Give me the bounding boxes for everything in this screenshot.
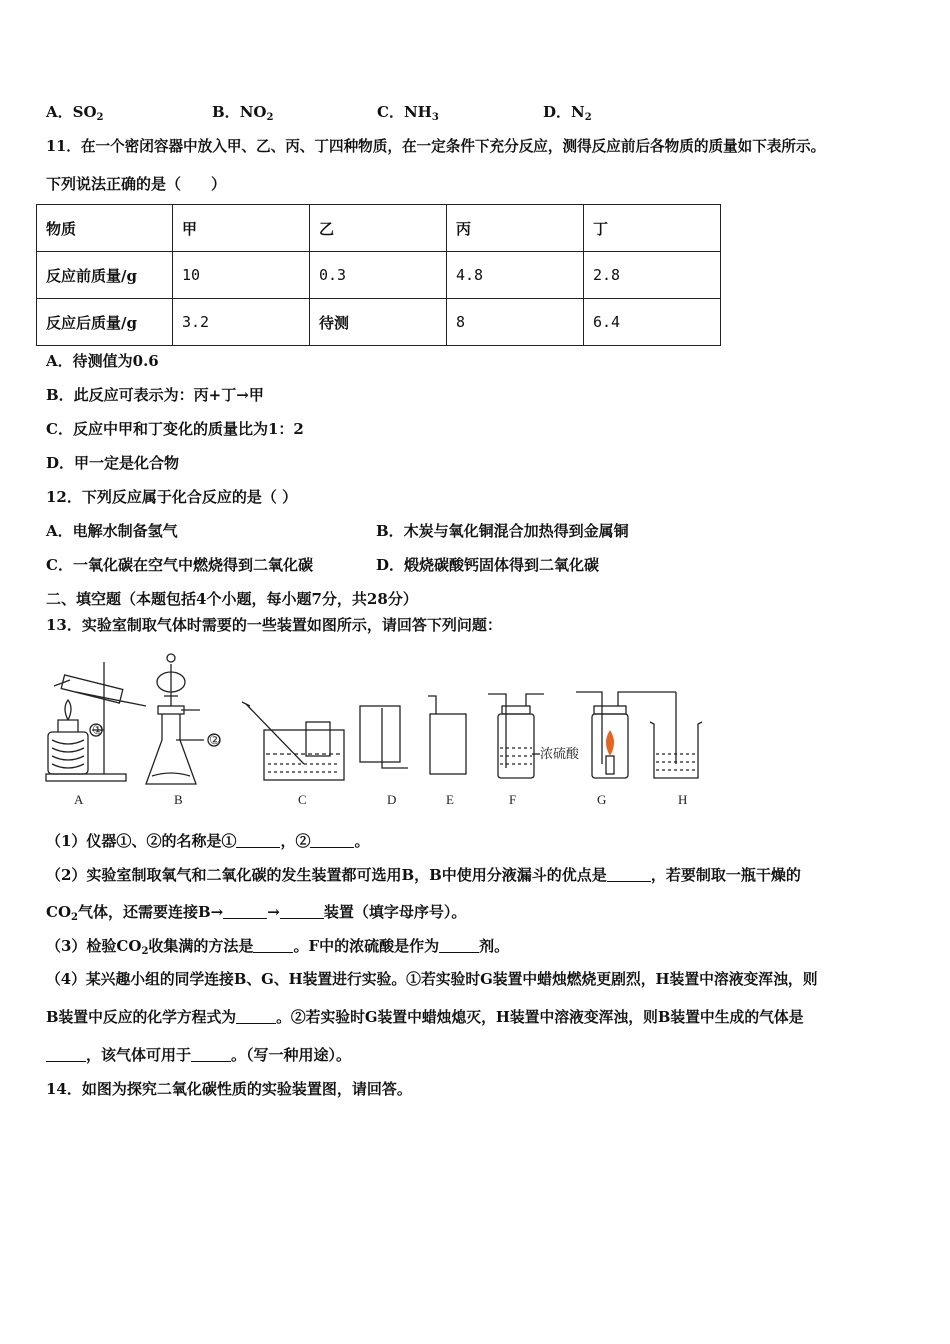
answer-blank[interactable] bbox=[280, 904, 324, 919]
apparatus-e bbox=[428, 696, 466, 774]
apparatus-g bbox=[576, 692, 676, 778]
apparatus-b bbox=[146, 654, 220, 784]
marker-1: ① bbox=[92, 722, 104, 737]
q13-part4-line1: （4）某兴趣小组的同学连接B、G、H装置进行实验。①若实验时G装置中蜡烛燃烧更剧烈，H装置中溶液变浑浊，则 bbox=[46, 971, 818, 988]
q10-option-a: A．$SO_2$ bbox=[46, 103, 104, 123]
q12-option-d: D．煅烧碳酸钙固体得到二氧化碳 bbox=[376, 556, 600, 574]
table-cell: 4.8 bbox=[447, 252, 584, 299]
answer-blank[interactable] bbox=[310, 833, 354, 848]
q12-option-a: A．电解水制备氢气 bbox=[46, 522, 178, 540]
q10-option-c: C．$NH_3$ bbox=[377, 103, 439, 123]
table-cell: 10 bbox=[173, 252, 310, 299]
q13-part3: （3）检验$CO_2$收集满的方法是 。F中的浓硫酸是作为 剂。 bbox=[46, 937, 510, 957]
q11-stem-line1: 11．在一个密闭容器中放入甲、乙、丙、丁四种物质，在一定条件下充分反应，测得反应前后各物质的质量如下表所示。 bbox=[46, 138, 826, 155]
q13-part4-line2: B装置中反应的化学方程式为 。②若实验时G装置中蜡烛熄灭，H装置中溶液变浑浊，则B装置中生成的气体是 bbox=[46, 1009, 804, 1026]
q11-option-a: A．待测值为0.6 bbox=[46, 352, 159, 370]
table-cell: 丁 bbox=[584, 205, 721, 252]
q10-options bbox=[46, 103, 746, 121]
q13-part2-line2: $CO_2$气体，还需要连接B→ → 装置（填字母序号）。 bbox=[46, 903, 467, 923]
q12-stem: 12．下列反应属于化合反应的是（ ） bbox=[46, 488, 298, 506]
figure-letter: A bbox=[74, 792, 84, 807]
answer-blank[interactable] bbox=[439, 938, 479, 953]
figure-letter: E bbox=[446, 792, 454, 807]
answer-blank[interactable] bbox=[191, 1047, 231, 1062]
q11-table bbox=[36, 204, 721, 346]
q10-option-b: B．$NO_2$ bbox=[212, 103, 274, 123]
answer-blank[interactable] bbox=[223, 904, 267, 919]
apparatus-h bbox=[650, 692, 702, 778]
answer-blank[interactable] bbox=[46, 1047, 86, 1062]
figure-letter: H bbox=[678, 792, 688, 807]
table-cell: 8 bbox=[447, 299, 584, 346]
marker-2: ② bbox=[209, 732, 221, 747]
apparatus-f bbox=[488, 694, 544, 778]
table-cell: 0.3 bbox=[310, 252, 447, 299]
table-cell: 物质 bbox=[37, 205, 173, 252]
candle-flame-icon bbox=[606, 730, 614, 756]
answer-blank[interactable] bbox=[607, 867, 651, 882]
figure-letter: F bbox=[509, 792, 517, 807]
table-cell: 丙 bbox=[447, 205, 584, 252]
table-cell: 3.2 bbox=[173, 299, 310, 346]
q13-part1: （1）仪器①、②的名称是① ，② 。 bbox=[46, 832, 370, 850]
figure-letters bbox=[74, 792, 687, 807]
table-row bbox=[37, 205, 721, 252]
q11-option-b: B．此反应可表示为：丙+丁→甲 bbox=[46, 386, 264, 404]
label-concentrated-sulfuric-acid: 浓硫酸 bbox=[540, 746, 580, 761]
answer-blank[interactable] bbox=[236, 833, 280, 848]
table-cell: 待测 bbox=[310, 299, 447, 346]
table-cell: 2.8 bbox=[584, 252, 721, 299]
q11-stem-line2: 下列说法正确的是（ ） bbox=[46, 175, 227, 193]
q13-part2-line1: （2）实验室制取氧气和二氧化碳的发生装置都可选用B，B中使用分液漏斗的优点是 ，若要制取一瓶干燥的 bbox=[46, 866, 801, 884]
q13-part4-line3: ，该气体可用于 。（写一种用途）。 bbox=[46, 1046, 351, 1064]
table-row bbox=[37, 252, 721, 299]
table-cell: 甲 bbox=[173, 205, 310, 252]
table-cell: 反应后质量/g bbox=[37, 299, 173, 346]
table-cell: 乙 bbox=[310, 205, 447, 252]
section2-title: 二、填空题（本题包括4个小题，每小题7分，共28分） bbox=[46, 590, 418, 608]
figure-letter: C bbox=[298, 792, 307, 807]
figure-letter: G bbox=[597, 792, 607, 807]
apparatus-figure bbox=[36, 644, 726, 814]
q12-option-c: C．一氧化碳在空气中燃烧得到二氧化碳 bbox=[46, 556, 313, 574]
table-row bbox=[37, 299, 721, 346]
answer-blank[interactable] bbox=[236, 1009, 276, 1024]
figure-letter: D bbox=[387, 792, 397, 807]
q11-option-d: D．甲一定是化合物 bbox=[46, 454, 180, 472]
answer-blank[interactable] bbox=[253, 938, 293, 953]
q11-option-c: C．反应中甲和丁变化的质量比为1：2 bbox=[46, 420, 304, 438]
apparatus-d bbox=[360, 706, 408, 768]
table-cell: 反应前质量/g bbox=[37, 252, 173, 299]
q12-option-b: B．木炭与氧化铜混合加热得到金属铜 bbox=[376, 522, 629, 540]
q10-option-d: D．$N_2$ bbox=[543, 103, 592, 123]
table-cell: 6.4 bbox=[584, 299, 721, 346]
q13-stem: 13．实验室制取气体时需要的一些装置如图所示，请回答下列问题： bbox=[46, 616, 502, 634]
apparatus-c bbox=[242, 702, 344, 780]
q14-stem: 14．如图为探究二氧化碳性质的实验装置图，请回答。 bbox=[46, 1080, 412, 1098]
figure-letter: B bbox=[174, 792, 183, 807]
